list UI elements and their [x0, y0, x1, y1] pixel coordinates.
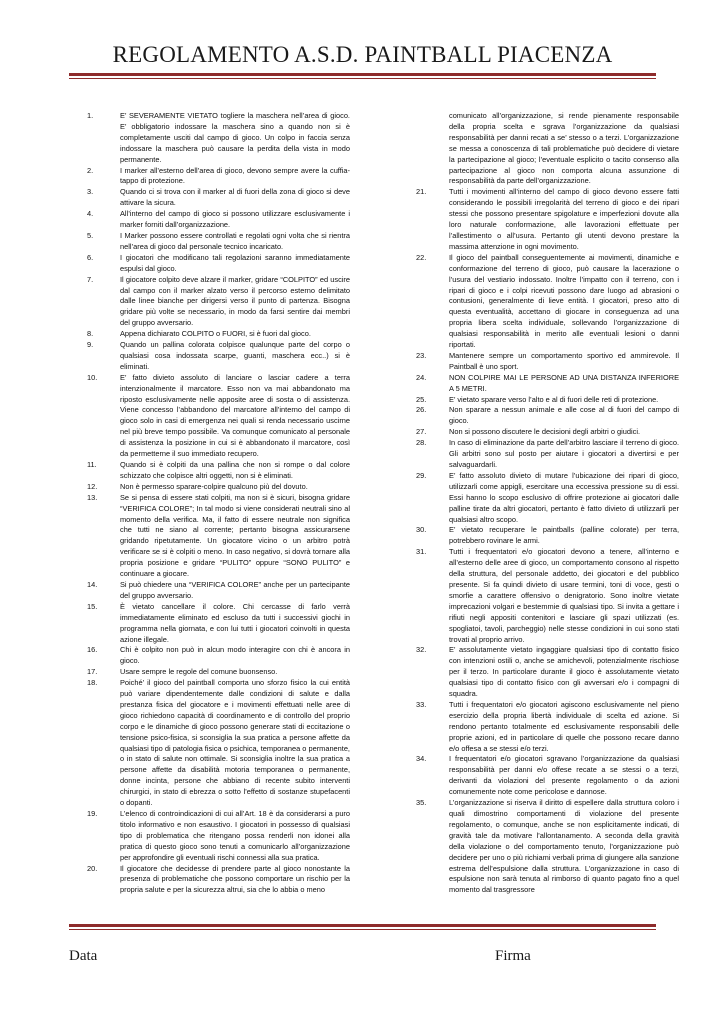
- rule-item: [416, 373, 679, 395]
- rules-column-right: [416, 111, 679, 896]
- rule-item: [87, 580, 350, 602]
- rule-item: [87, 329, 350, 340]
- rule-number: 26.: [416, 405, 427, 415]
- rule-item: [87, 864, 350, 897]
- rule-number: 24.: [416, 372, 427, 382]
- header-rule-thick: [69, 73, 656, 76]
- rule-item: [416, 700, 679, 755]
- rule-item: [416, 754, 679, 798]
- rule-item: [416, 438, 679, 471]
- rule-text: I frequentatori e/o giocatori sgravano l’organizzazione da qualsiasi responsabilità per danni e/o offese recate a se stessi o a terzi, derivanti da violazioni del presente regolamento o da azioni comunemente note come pericolose e dannose.: [449, 754, 679, 797]
- rule-text: L’organizzazione si riserva il diritto di espellere dalla struttura coloro i quali dimostrino comportamenti di violazione del presente regolamento, o comunque, anche se non esplicitamente indicati, di gravità tale da motivare l’allontanamento. A seconda della gravità della violazione o del comportamento tenuto, l’organizzazione può decidere per uno o più richiami verbali prima di giungere alla sanzione estrema dell’espulsione dalla struttura. L’organizzazione in caso di espulsione non sarà tenuta al rimborso di quanto pagato fino a quel momento dal trasgressore: [449, 798, 679, 895]
- rule-number: 7.: [87, 274, 94, 284]
- rule-number: 14.: [87, 579, 98, 589]
- rule-item: [87, 602, 350, 646]
- rule-item: [87, 645, 350, 667]
- rule-text: Tutti i frequentatori e/o giocatori agiscono esclusivamente nel pieno esercizio della propria libertà individuale di scelta ed azione. Si rendono pertanto totalmente ed esclusivamente responsabili delle proprie azioni, ed in particolare di quelle che possono recare danno e/o offesa a se stessi e/o terzi.: [449, 699, 679, 753]
- rule-item: [416, 395, 679, 406]
- rule-text: Tutti i movimenti all’interno del campo di gioco devono essere fatti considerando le possibili irregolarità del terreno di gioco e dei ripari stessi che possono presentare spigolature e imperfezioni dovute alla loro naturale conformazione, alle lavorazioni effettuate per l’allestimento o all’usura. Pertanto gli utenti devono prestare la massima attenzione in ogni movimento.: [449, 187, 679, 251]
- rule-text: Tutti i frequentatori e/o giocatori devono a tenere, all’interno e all’esterno delle aree di gioco, un comportamento consono al rispetto della struttura, del personale addetto, dei giocatori e del pubblico presente. Si fa quindi divieto di usare termini, toni di voce, gesti o smorfie a carattere offensivo o denigratorio. Sono inoltre vietate imprecazioni volgari e bestemmie di qualsiasi tipo. Si invita a gettare i rifiuti negli appositi contenitori e lasciare gli spazi utilizzati (es. spogliatoi, tavoli, parcheggio) nelle stesse condizioni in cui sono stati trovati al proprio arrivo.: [449, 547, 679, 644]
- rule-number: 22.: [416, 252, 427, 262]
- rule-text: E’ vietato sparare verso l’alto e al di fuori delle reti di protezione.: [449, 394, 659, 404]
- rule-number: 3.: [87, 187, 94, 197]
- rule-number: 16.: [87, 645, 98, 655]
- rules-column-left: [87, 111, 350, 896]
- footer-rule-thin: [69, 929, 656, 930]
- rule-number: 25.: [416, 394, 427, 404]
- rule-item: [87, 275, 350, 330]
- rule-number: 6.: [87, 252, 94, 262]
- rule-text: Quando ci si trova con il marker al di fuori della zona di gioco si deve attivare la sicura.: [120, 187, 350, 208]
- rule-text: Mantenere sempre un comportamento sportivo ed ammirevole. Il Paintball è uno sport.: [449, 350, 679, 371]
- rule-text: Appena dichiarato COLPITO o FUORI, si è fuori dal gioco.: [120, 329, 311, 339]
- rule-item: [87, 482, 350, 493]
- rule-item: [87, 678, 350, 809]
- rule-item: [87, 340, 350, 373]
- rule-item: [416, 798, 679, 896]
- date-label: Data: [69, 948, 98, 964]
- rule-text: Se si pensa di essere stati colpiti, ma non si è sicuri, bisogna gridare “VERIFICA COLORE”; In tal modo si viene considerati neutrali sino al momento della verifica. Ma, il fatto di essere neutrale non significa che tutti ne siano al corrente; pertanto bisogna assicurarsene gridando ripetutamente. Un giocatore vicino o un arbitro potrà verificare se si è colpiti o meno. In caso negativo, si dovrà tornare alla propria posizione e gridare “PULITO” oppure “SONO PULITO” e continuare a giocare.: [120, 492, 350, 579]
- rule-text: Si può chiedere una “VERIFICA COLORE” anche per un partecipante del gruppo avversario.: [120, 579, 350, 600]
- rule-number: 18.: [87, 678, 98, 688]
- rule-item: [87, 373, 350, 460]
- rule-item: [416, 187, 679, 252]
- rule-item: [87, 253, 350, 275]
- rule-number: 11.: [87, 460, 97, 469]
- rule-text: E’ vietato recuperare le paintballs (palline colorate) per terra, potrebbero rovinare le armi.: [449, 525, 679, 546]
- rule-number: 27.: [416, 427, 427, 437]
- rule-number: 34.: [416, 754, 427, 764]
- rule-text: È vietato cancellare il colore. Chi cercasse di farlo verrà immediatamente eliminato ed escluso da tutti i successivi giochi in programma nella giornata, e con lui tutti i giocatori coinvolti in questa azione illegale.: [120, 601, 350, 644]
- rule-text: E’ SEVERAMENTE VIETATO togliere la maschera nell’area di gioco. E’ obbligatorio indossare la maschera sino a quando non si è completamente usciti dal campo di gioco. Un colpo in faccia senza indossare la maschera può causare la perdita della vista in modo permanente.: [120, 111, 350, 164]
- rule-item: [87, 111, 350, 166]
- rule-text: Poiché’ il gioco del paintball comporta uno sforzo fisico la cui entità può variare dipendentemente dalle condizioni di salute e dalla prestanza fisica del giocatore e i movimenti effettuati nelle aree di gioco richiedono capacità di coordinamento e di controllo del proprio corpo e le dinamiche di gioco possono generare stati di eccitazione o tensione psico-fisica, si sconsiglia la sua pratica a persone affette da qualsiasi tipo di patologia fisica o psichica, temporanea o permanente, o in stato di salute non ottimale. Si sconsiglia inoltre la sua pratica a persone affette da disabilità motoria temporanea o permanente, donne incinta, persone che abbiano di recente subito interventi chirurgici, in stato di ebrezza o sotto l’effetto di sostanze stupefacenti o dopanti.: [120, 678, 350, 808]
- rule-text: E’ assolutamente vietato ingaggiare qualsiasi tipo di contatto fisico con intenzioni ostili o, anche se amichevoli, potenzialmente rischiose per il terzo. In particolare durante il gioco è assolutamente vietato qualsiasi tipo di contatto fisico con gli avversari e/o i compagni di squadra.: [449, 645, 679, 699]
- rule-number: 23.: [416, 350, 427, 360]
- rule-number: 10.: [87, 372, 98, 382]
- rule-item: [416, 645, 679, 700]
- rule-number: 31.: [416, 547, 427, 557]
- rule-number: 15.: [87, 601, 98, 611]
- rule-number: 28.: [416, 438, 427, 448]
- rule-number: 4.: [87, 209, 94, 219]
- rule-text: I giocatori che modificano tali regolazioni saranno immediatamente espulsi dal gioco.: [120, 252, 350, 273]
- rule-item: [416, 351, 679, 373]
- rule-text: Quando un pallina colorata colpisce qualunque parte del corpo o qualsiasi cosa indossata scarpe, guanti, maschera ecc..) si è eliminati.: [120, 340, 350, 371]
- rule-item: [87, 231, 350, 253]
- rule-item: [87, 493, 350, 580]
- rule-number: 32.: [416, 645, 427, 655]
- rule-text: E’ fatto divieto assoluto di lanciare o lasciar cadere a terra intenzionalmente il marcatore. Esso non va mai abbandonato ma riposto esclusivamente nelle apposite aree di sosta o di assistenza. Viene concesso l’abbandono del marcatore all’interno del campo di gioco solo in casi di emergenza nei quali si renda necessario uscirne nel più breve tempo possibile. Va comunque comunicato al personale di assistenza la posizione in cui si è abbandonato il marcatore, così da permetterne il suo immediato recupero.: [120, 372, 350, 459]
- header-rule-thin: [69, 78, 656, 79]
- footer-rule-thick: [69, 924, 656, 927]
- rule-number: 21.: [416, 187, 427, 197]
- rule-text: Il giocatore che decidesse di prendere parte al gioco nonostante la presenza di problematiche che possono comportare un rischio per la propria salute e per la sicurezza altrui, sia che lo abbia o meno: [120, 863, 350, 895]
- signature-label: Firma: [495, 948, 531, 964]
- rule-number: 13.: [87, 492, 98, 502]
- rule-text: I marker all’esterno dell’area di gioco, devono sempre avere la cuffia-tappo di protezione.: [120, 165, 350, 186]
- rule-item: [87, 667, 350, 678]
- rule-number: 20.: [87, 863, 98, 873]
- rule-item: [416, 525, 679, 547]
- rule-number: 2.: [87, 165, 94, 175]
- rule-item: [87, 166, 350, 188]
- rule-text: In caso di eliminazione da parte dell’arbitro lasciare il terreno di gioco. Gli arbitri sono sul posto per aiutare i giocatori a divertirsi e per salvaguardarli.: [449, 438, 679, 469]
- rule-number: 29.: [416, 470, 427, 480]
- rule-text: Non sparare a nessun animale e alle cose al di fuori del campo di gioco.: [449, 405, 679, 426]
- rule-text: Usare sempre le regole del comune buonsenso.: [120, 667, 278, 677]
- rule-text: Non si possono discutere le decisioni degli arbitri o giudici.: [449, 427, 641, 437]
- rule-item-continuation: [416, 111, 679, 187]
- rule-text: NON COLPIRE MAI LE PERSONE AD UNA DISTANZA INFERIORE A 5 METRI.: [449, 372, 679, 393]
- rule-item: [416, 547, 679, 645]
- rule-number: 19.: [87, 809, 98, 818]
- rule-text: Non è permesso sparare-colpire qualcuno più del dovuto.: [120, 481, 308, 491]
- rule-text: E’ fatto assoluto divieto di mutare l’ubicazione dei ripari di gioco, utilizzarli come appigli, esercitare una eccessiva pressione su di essi. Essi hanno lo scopo esclusivo di offrire protezione ai giocatori dalle palline tirate da altri giocatori, pertanto è fatto divieto di utilizzarli per qualsiasi altro scopo.: [449, 470, 679, 524]
- rule-item: [416, 427, 679, 438]
- rule-number: 5.: [87, 230, 94, 240]
- rule-text: Quando si è colpiti da una pallina che non si rompe o dal colore schizzato che colpisce altri oggetti, non si è eliminati.: [120, 460, 350, 480]
- rule-item: [87, 809, 350, 864]
- rule-text: I Marker possono essere controllati e regolati ogni volta che si rientra nell’area di gioco dal personale tecnico incaricato.: [120, 230, 350, 251]
- rule-number: 33.: [416, 699, 427, 709]
- rule-number: 30.: [416, 525, 427, 535]
- rule-item: [87, 460, 350, 482]
- rule-number: 9.: [87, 340, 94, 350]
- rule-number: 12.: [87, 481, 98, 491]
- rule-text: Chi è colpito non può in alcun modo interagire con chi è ancora in gioco.: [120, 645, 350, 666]
- rule-item: [87, 187, 350, 209]
- rule-text: All’interno del campo di gioco si possono utilizzare esclusivamente i marker forniti dall’organizzazione.: [120, 209, 350, 230]
- rule-number: 8.: [87, 329, 94, 339]
- rule-number: 17.: [87, 667, 98, 677]
- rule-item: [416, 471, 679, 526]
- rule-number: 1.: [87, 111, 94, 120]
- rule-item: [416, 405, 679, 427]
- rule-text: L’elenco di controindicazioni di cui all’Art. 18 è da considerarsi a puro titolo informativo e non esaustivo. I giocatori in possesso di qualsiasi tipo di problematica che ritengano possa renderli non idonei alla pratica di questo gioco sono tenuti a comunicarlo all’organizzazione per approfondire gli eventuali rischi connessi alla sua pratica.: [120, 809, 350, 862]
- rule-text: comunicato all’organizzazione, si rende pienamente responsabile della propria scelta e sgrava l’organizzazione da qualsiasi responsabilità per danni recati a se’ stesso o a terzi. L’organizzazione se messa a conoscenza di tali problematiche può decidere di vietare la partecipazione al gioco; l’eventuale esplicito o tacito consenso alla partecipazione al gioco non comporta alcuna assunzione di responsabilità da parte dell’organizzazione.: [449, 111, 679, 186]
- rule-item: [87, 209, 350, 231]
- rule-item: [416, 253, 679, 351]
- rule-text: Il giocatore colpito deve alzare il marker, gridare “COLPITO” ed uscire dal campo con il marker alzato verso il percorso esterno delimitato dalle linee bianche per dirigersi verso il punto di partenza. Bisogna gridare più volte se necessario, in modo da farsi sentire dai membri del gruppo avversario.: [120, 274, 350, 328]
- rule-text: Il gioco del paintball conseguentemente ai movimenti, dinamiche e conformazione del terreno di gioco, può causare la lacerazione o l’usura del vestiario indossato. Inoltre l’impatto con il terreno, con i ripari di gioco e i colpi ricevuti possono dare luogo ad abrasioni o contusioni, generalmente di lieve entità. I giocatori, preso atto di questa eventualità, accettano di giocare in conseguenza ad una propria libera scelta individuale, sollevando l’organizzazione di qualsiasi responsabilità in merito alle eventuali lesioni o danni riportati.: [449, 252, 679, 350]
- document-title: REGOLAMENTO A.S.D. PAINTBALL PIACENZA: [112, 42, 613, 67]
- rule-number: 35.: [416, 798, 427, 808]
